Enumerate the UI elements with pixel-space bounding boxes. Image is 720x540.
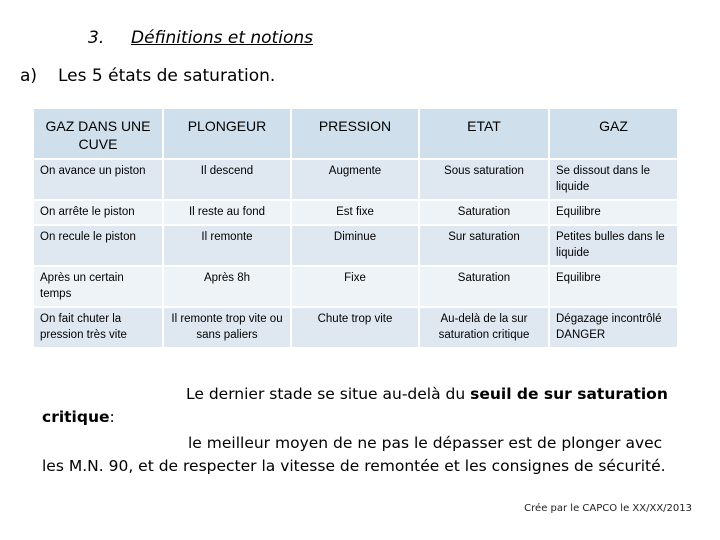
subsection-letter: a) — [20, 66, 38, 86]
conclusion-line-3: les M.N. 90, et de respecter la vitesse de remontée et les consignes de sécurité. — [42, 457, 666, 475]
table-cell: Equilibre — [549, 200, 678, 225]
table-cell: Petites bulles dans le liquide — [549, 225, 678, 266]
table-cell: Saturation — [419, 266, 549, 307]
table-cell: Equilibre — [549, 266, 678, 307]
table-cell: Il remonte — [163, 225, 291, 266]
table-row — [33, 307, 678, 348]
table-cell: Après un certain temps — [33, 266, 163, 307]
table-row — [33, 159, 678, 200]
section-number: 3. — [88, 28, 105, 48]
table-cell: Sous saturation — [419, 159, 549, 200]
conclusion-line-2: le meilleur moyen de ne pas le dépasser est de plonger avec — [188, 434, 663, 452]
table-cell: Fixe — [291, 266, 419, 307]
conclusion-critique — [42, 406, 115, 428]
table-cell: Est fixe — [291, 200, 419, 225]
threshold-term-critique: critique — [42, 408, 110, 426]
table-cell: Dégazage incontrôlé DANGER — [549, 307, 678, 348]
header-plongeur: PLONGEUR — [163, 108, 291, 159]
threshold-term: seuil de sur saturation — [470, 385, 668, 403]
table-cell: On avance un piston — [33, 159, 163, 200]
table-cell: Chute trop vite — [291, 307, 419, 348]
table-cell: Après 8h — [163, 266, 291, 307]
table-cell: Il reste au fond — [163, 200, 291, 225]
table-cell: Au-delà de la sur saturation critique — [419, 307, 549, 348]
table-row — [33, 200, 678, 225]
subsection-title: Les 5 états de saturation. — [58, 66, 276, 86]
saturation-table — [32, 107, 679, 349]
conclusion-line-1 — [186, 383, 668, 405]
table-cell: On fait chuter la pression très vite — [33, 307, 163, 348]
conclusion-text: Le dernier stade se situe au-delà du — [186, 385, 471, 403]
header-gaz-cuve: GAZ DANS UNE CUVE — [33, 108, 163, 159]
table-cell: Sur saturation — [419, 225, 549, 266]
header-gaz: GAZ — [549, 108, 678, 159]
table-cell: On arrête le piston — [33, 200, 163, 225]
table-row — [33, 225, 678, 266]
table-cell: Il descend — [163, 159, 291, 200]
table-cell: Il remonte trop vite ou sans paliers — [163, 307, 291, 348]
header-etat: ETAT — [419, 108, 549, 159]
table-cell: Diminue — [291, 225, 419, 266]
table-cell: Se dissout dans le liquide — [549, 159, 678, 200]
section-title: Définitions et notions — [131, 28, 313, 48]
header-pression: PRESSION — [291, 108, 419, 159]
colon: : — [109, 408, 115, 426]
credit-footer: Crée par le CAPCO le XX/XX/2013 — [524, 503, 692, 514]
table-cell: On recule le piston — [33, 225, 163, 266]
table-header-row — [33, 108, 678, 159]
table-cell: Augmente — [291, 159, 419, 200]
table-row — [33, 266, 678, 307]
table-cell: Saturation — [419, 200, 549, 225]
